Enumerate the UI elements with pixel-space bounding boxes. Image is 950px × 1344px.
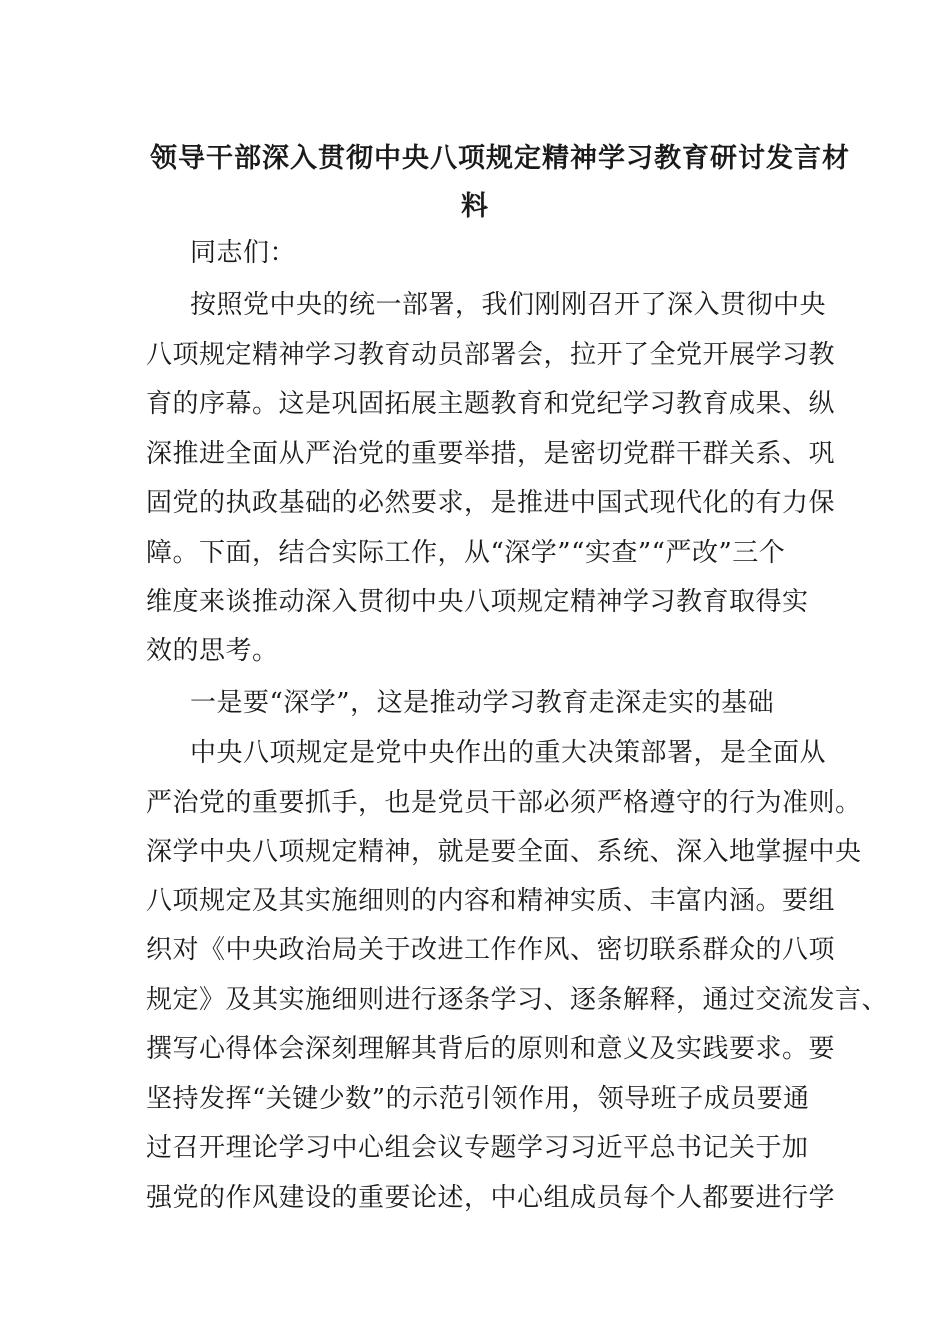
- document-title-line-2: 料: [461, 191, 489, 222]
- section-heading: 一是要“深学”，这是推动学习教育走深走实的基础: [190, 688, 775, 718]
- paragraph-line: 效的思考。: [146, 636, 279, 666]
- paragraph-line: 障。下面，结合实际工作，从“深学”“实查”“严改”三个: [146, 538, 786, 568]
- paragraph-line: 按照党中央的统一部署，我们刚刚召开了深入贯彻中央: [190, 290, 827, 320]
- paragraph-line: 深学中央八项规定精神，就是要全面、系统、深入地掌握中央: [146, 837, 862, 867]
- paragraph-line: 育的序幕。这是巩固拓展主题教育和党纪学习教育成果、纵: [146, 389, 836, 419]
- paragraph-line: 规定》及其实施细则进行逐条学习、逐条解释，通过交流发言、: [146, 985, 889, 1015]
- paragraph-line: 织对《中央政治局关于改进工作作风、密切联系群众的八项: [146, 935, 836, 965]
- paragraph-line: 强党的作风建设的重要论述，中心组成员每个人都要进行学: [146, 1183, 836, 1213]
- paragraph-line: 过召开理论学习中心组会议专题学习习近平总书记关于加: [146, 1133, 809, 1163]
- salutation: 同志们：: [190, 238, 297, 268]
- paragraph-line: 八项规定精神学习教育动员部署会，拉开了全党开展学习教: [146, 340, 836, 370]
- paragraph-line: 深推进全面从严治党的重要举措，是密切党群干群关系、巩: [146, 439, 836, 469]
- document-title-line-1: 领导干部深入贯彻中央八项规定精神学习教育研讨发言材: [150, 143, 850, 174]
- paragraph-line: 中央八项规定是党中央作出的重大决策部署，是全面从: [190, 738, 827, 768]
- paragraph-line: 固党的执政基础的必然要求，是推进中国式现代化的有力保: [146, 488, 836, 518]
- paragraph-line: 撰写心得体会深刻理解其背后的原则和意义及实践要求。要: [146, 1034, 836, 1064]
- paragraph-line: 严治党的重要抓手，也是党员干部必须严格遵守的行为准则。: [146, 788, 862, 818]
- paragraph-line: 八项规定及其实施细则的内容和精神实质、丰富内涵。要组: [146, 886, 836, 916]
- paragraph-line: 维度来谈推动深入贯彻中央八项规定精神学习教育取得实: [146, 587, 809, 617]
- paragraph-line: 坚持发挥“关键少数”的示范引领作用，领导班子成员要通: [146, 1084, 810, 1114]
